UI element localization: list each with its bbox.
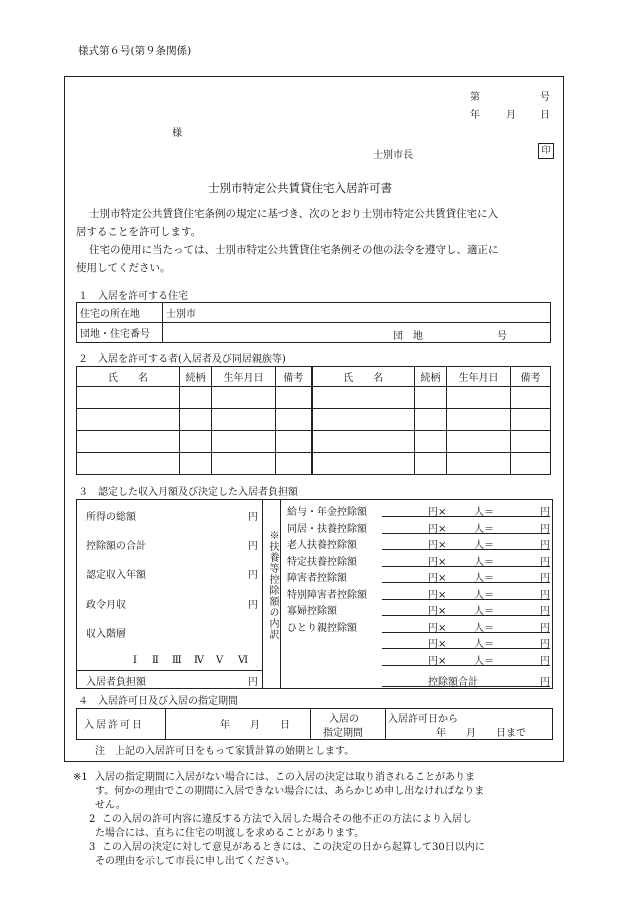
deduction-label: 特別障害者控除額 xyxy=(287,589,367,601)
deduction-underline xyxy=(382,533,550,534)
deduction-unit: 円 xyxy=(540,556,550,568)
section4-heading: ４ 入居許可日及び入居の指定期間 xyxy=(78,696,238,707)
form-number: 様式第６号(第９条関係) xyxy=(78,45,192,57)
deduction-persons-equals: 人＝ xyxy=(474,523,494,535)
deduction-underline xyxy=(382,665,550,666)
deduction-unit: 円 xyxy=(540,655,550,667)
income-level-2: Ⅱ xyxy=(152,655,159,666)
deduction-yen-times: 円× xyxy=(428,639,447,650)
col-remarks-1: 備考 xyxy=(276,367,312,387)
danchi-number-label: 団地・住宅番号 xyxy=(77,323,163,343)
annual-income-label: 認定収入年額 xyxy=(86,570,146,581)
note-1-line-1: 入居の指定期間に入居がない場合には、この入居の決定は取り消されることがありま xyxy=(95,772,475,783)
annual-income-unit: 円 xyxy=(248,570,258,581)
danchi-label: 団 地 xyxy=(393,331,423,342)
deduction-yen-times: 円× xyxy=(428,606,447,617)
deduction-persons-equals: 人＝ xyxy=(474,622,494,634)
deduction-unit: 円 xyxy=(540,507,550,518)
deduction-yen-times: 円× xyxy=(428,556,447,568)
deduction-yen-times: 円× xyxy=(428,655,447,667)
deduction-underline xyxy=(382,582,550,583)
deduction-total-label: 控除額合計 xyxy=(428,677,478,688)
deduction-underline xyxy=(382,599,550,600)
deduction-breakdown-vertical-label: ※扶養等控除額の内訳 xyxy=(267,530,278,640)
note-3-mark: 3 xyxy=(89,842,96,853)
deduction-yen-times: 円× xyxy=(428,540,447,551)
residents-table xyxy=(76,366,551,475)
deduction-sum-unit: 円 xyxy=(248,541,258,552)
income-level-label: 収入階層 xyxy=(86,629,126,640)
note-1-mark: ※1 xyxy=(73,772,88,783)
deduction-persons-equals: 人＝ xyxy=(474,606,494,617)
residence-address-value: 士別市 xyxy=(163,303,551,323)
deduction-underline xyxy=(382,648,550,649)
deduction-underline xyxy=(382,566,550,567)
note-2-mark: 2 xyxy=(89,814,96,825)
monthly-income-unit: 円 xyxy=(248,600,258,611)
residence-address-label: 住宅の所在地 xyxy=(77,303,163,323)
note-3-line-1: この入居の決定に対して意見があるときには、この決定の日から起算して30日以内に xyxy=(102,842,485,853)
burden-label: 入居者負担額 xyxy=(86,677,146,688)
deduction-unit: 円 xyxy=(540,589,550,601)
deduction-persons-equals: 人＝ xyxy=(474,589,494,601)
date-tsuki: 月 xyxy=(506,110,516,121)
income-level-4: Ⅳ xyxy=(194,655,204,666)
deduction-label: 障害者控除額 xyxy=(287,573,347,584)
number-dai: 第 xyxy=(470,92,480,103)
deduction-unit: 円 xyxy=(540,573,550,584)
issuer: 士別市長 xyxy=(373,150,413,161)
paragraph-2-line-2: 使用してください。 xyxy=(76,262,171,274)
deduction-yen-times: 円× xyxy=(428,589,447,601)
income-level-3: Ⅲ xyxy=(172,655,182,666)
col-relation-1: 続柄 xyxy=(180,367,212,387)
section2-heading: ２ 入居を許可する者(入居者及び同居親族等) xyxy=(78,354,286,365)
col-name-2: 氏 名 xyxy=(312,367,415,387)
deduction-persons-equals: 人＝ xyxy=(474,655,494,667)
deduction-persons-equals: 人＝ xyxy=(474,507,494,518)
income-level-1: Ⅰ xyxy=(133,655,137,666)
note-1-line-3: せん。 xyxy=(95,800,126,811)
deduction-label: 特定扶養控除額 xyxy=(287,556,357,568)
paragraph-1-line-1: 士別市特定公共賃貸住宅条例の規定に基づき、次のとおり士別市特定公共賃貸住宅に入 xyxy=(89,208,499,220)
period-to: 年 月 日まで xyxy=(436,728,526,739)
seal-box: 印 xyxy=(538,143,554,159)
note-2-line-2: た場合には、直ちに住宅の明渡しを求めることがあります。 xyxy=(95,828,365,839)
deduction-label: ひとり親控除額 xyxy=(287,622,357,634)
income-total-unit: 円 xyxy=(248,512,258,523)
document-title: 士別市特定公共賃貸住宅入居許可書 xyxy=(208,181,392,195)
deduction-persons-equals: 人＝ xyxy=(474,540,494,551)
col-remarks-2: 備考 xyxy=(511,367,551,387)
deduction-unit: 円 xyxy=(540,622,550,634)
period-label-1: 入居の xyxy=(329,714,359,725)
date-nen: 年 xyxy=(470,110,480,121)
deduction-label: 老人扶養控除額 xyxy=(287,540,357,551)
permit-date-value: 年 月 日 xyxy=(220,720,290,731)
addressee-sama: 様 xyxy=(172,128,182,139)
deduction-yen-times: 円× xyxy=(428,523,447,535)
deduction-persons-equals: 人＝ xyxy=(474,573,494,584)
deduction-persons-equals: 人＝ xyxy=(474,556,494,568)
deduction-total-unit: 円 xyxy=(540,677,550,688)
note-2-line-1: この入居の許可内容に違反する方法で入居した場合その他不正の方法により入居し xyxy=(102,814,472,825)
section1-heading: １ 入居を許可する住宅 xyxy=(78,291,188,302)
deduction-underline xyxy=(382,516,550,517)
number-gou: 号 xyxy=(540,92,550,103)
period-from: 入居許可日から xyxy=(388,714,458,725)
note-1-line-2: す。何かの理由でこの期間に入居できない場合には、あらかじめ申し出なければなりま xyxy=(95,786,485,797)
deduction-yen-times: 円× xyxy=(428,622,447,634)
col-birthdate-2: 生年月日 xyxy=(447,367,511,387)
period-note: 注 上記の入居許可日をもって家賃計算の始期とします。 xyxy=(95,746,355,757)
col-birthdate-1: 生年月日 xyxy=(212,367,276,387)
income-level-5: Ⅴ xyxy=(216,655,224,666)
note-3-line-2: その理由を示して市長に申し出てください。 xyxy=(95,856,295,867)
danchi-number-value xyxy=(163,323,551,343)
paragraph-2-line-1: 住宅の使用に当たっては、士別市特定公共賃貸住宅条例その他の法令を遵守し、適正に xyxy=(89,244,499,256)
deduction-unit: 円 xyxy=(540,523,550,535)
paragraph-1-line-2: 居することを許可します。 xyxy=(76,226,202,238)
deduction-sum-label: 控除額の合計 xyxy=(86,541,146,552)
deduction-unit: 円 xyxy=(540,639,550,650)
deduction-label: 給与・年金控除額 xyxy=(287,507,367,518)
deduction-label: 寡婦控除額 xyxy=(287,606,337,617)
section3-heading: ３ 認定した収入月額及び決定した入居者負担額 xyxy=(78,487,298,498)
gou-label: 号 xyxy=(497,331,507,342)
deduction-yen-times: 円× xyxy=(428,573,447,584)
deduction-underline xyxy=(382,549,550,550)
burden-unit: 円 xyxy=(248,677,258,688)
deduction-unit: 円 xyxy=(540,540,550,551)
income-level-6: Ⅵ xyxy=(238,655,249,666)
residence-table xyxy=(76,302,551,343)
income-total-label: 所得の総額 xyxy=(86,512,136,523)
deduction-underline xyxy=(382,615,550,616)
col-name-1: 氏 名 xyxy=(77,367,180,387)
deduction-persons-equals: 人＝ xyxy=(474,639,494,650)
monthly-income-label: 政令月収 xyxy=(86,600,126,611)
period-label-2: 指定期間 xyxy=(323,728,363,739)
deduction-yen-times: 円× xyxy=(428,507,447,518)
deduction-unit: 円 xyxy=(540,606,550,617)
permit-date-label: 入居許可日 xyxy=(84,720,144,731)
deduction-underline xyxy=(382,632,550,633)
col-relation-2: 続柄 xyxy=(415,367,447,387)
deduction-label: 同居・扶養控除額 xyxy=(287,523,367,535)
date-hi: 日 xyxy=(540,110,550,121)
